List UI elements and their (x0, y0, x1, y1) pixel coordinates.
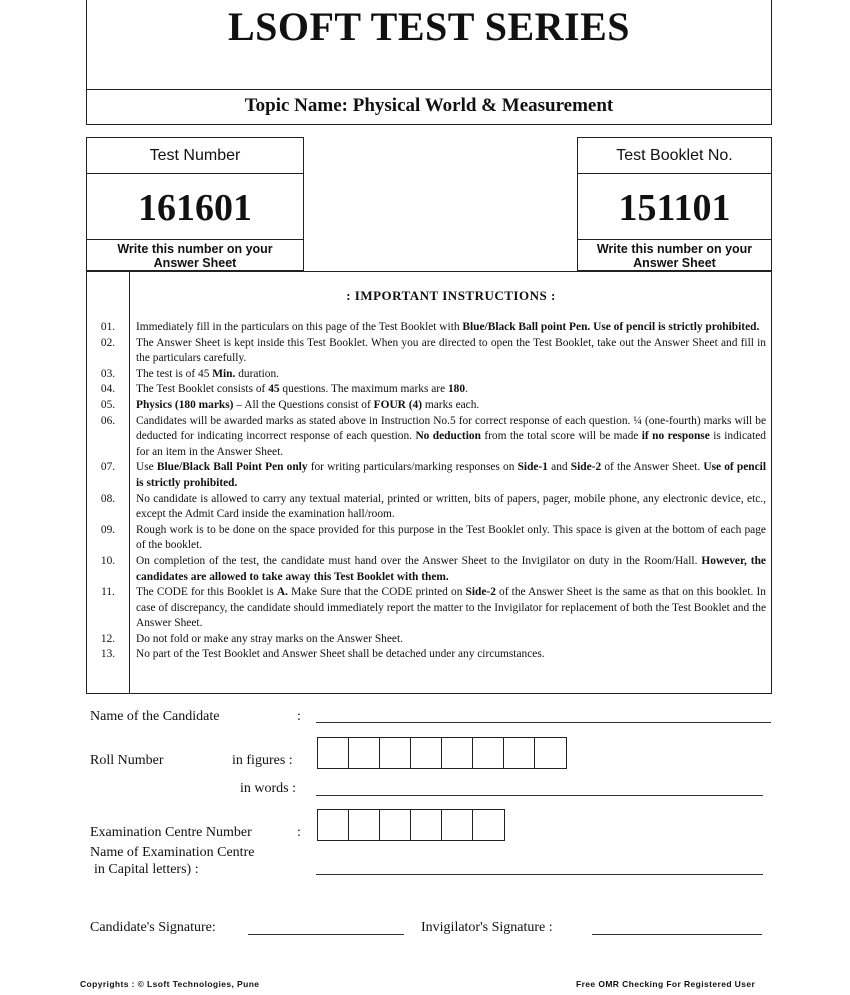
test-number-note (87, 240, 303, 272)
instruction-number: 04. (100, 383, 116, 396)
page-title: LSOFT TEST SERIES (227, 4, 631, 49)
instruction-bold-text: FOUR (4) (373, 398, 423, 411)
instruction-bold-text: Blue/Black Ball Point Pen only (156, 461, 308, 474)
instruction-number: 11. (101, 586, 115, 599)
instruction-text-run: duration. (235, 367, 280, 380)
instruction-bold-text: Min. (212, 367, 236, 380)
instruction-item (87, 523, 773, 554)
instruction-text (129, 382, 766, 398)
instruction-bold-text: Physics (180 marks) (136, 398, 234, 411)
instruction-item (87, 554, 773, 585)
invigilator-signature-field[interactable] (592, 934, 762, 935)
test-number-value: 161601 (87, 174, 303, 240)
note-line-1: Write this number on your (117, 242, 273, 256)
instruction-text (129, 554, 766, 585)
instructions-box (86, 271, 772, 694)
booklet-number-label: Test Booklet No. (578, 138, 771, 174)
note-line-2: Answer Sheet (633, 256, 716, 270)
instruction-text-run: The Answer Sheet is kept inside this Test Booklet. When you are directed to open the Test Booklet, take out the Answer Sheet and fill in the particulars carefully. (136, 336, 766, 365)
note-line-1: Write this number on your (596, 242, 753, 256)
instruction-text-run: On completion of the test, the candidate must hand over the Answer Sheet to the Invigilator on duty in the Room/Hall. (136, 554, 702, 567)
instructions-heading: : IMPORTANT INSTRUCTIONS : (346, 288, 556, 303)
instruction-number: 09. (100, 523, 116, 536)
booklet-number-value: 151101 (578, 174, 771, 240)
instruction-bold-text: A. (276, 586, 288, 599)
topic-box (86, 89, 772, 125)
candidate-name-label: Name of the Candidate (90, 709, 220, 724)
invigilator-signature-label: Invigilator's Signature : (421, 920, 553, 935)
topic-name: Topic Name: Physical World & Measurement (244, 95, 614, 116)
instructions-list (87, 320, 773, 663)
test-number-box (86, 137, 304, 271)
exam-centre-name-line-1: Name of Examination Centre (90, 845, 255, 860)
roll-digit-box[interactable] (473, 738, 504, 768)
instruction-text (129, 336, 766, 367)
instruction-text-run: Candidates will be awarded marks as stated above in Instruction No.5 for correct response of each question. ¼ (one-fourth) marks will be deducted for indicating incorrect response of each question. (136, 414, 766, 443)
instruction-number: 06. (100, 414, 116, 427)
in-figures-label: in figures : (232, 753, 293, 768)
instruction-number: 02. (100, 336, 116, 349)
instruction-number: 08. (100, 492, 116, 505)
instruction-item (87, 647, 773, 663)
in-words-label: in words : (240, 781, 296, 796)
centre-digit-box[interactable] (442, 810, 473, 840)
instruction-text-run: The CODE for this Booklet is (136, 586, 277, 599)
instruction-text (129, 320, 766, 336)
instruction-text-run: . (465, 383, 468, 396)
instruction-number: 05. (100, 398, 116, 411)
test-number-label: Test Number (87, 138, 303, 174)
centre-digit-box[interactable] (380, 810, 411, 840)
instruction-item (87, 492, 773, 523)
colon: : (297, 825, 301, 840)
instruction-item (87, 382, 773, 398)
instruction-text-run: and (547, 461, 571, 474)
instruction-number: 12. (100, 632, 116, 645)
instruction-text (129, 398, 766, 414)
candidate-name-field[interactable] (316, 722, 771, 723)
note-line-2: Answer Sheet (153, 256, 237, 270)
instruction-bold-text: 180 (447, 383, 466, 396)
instruction-text-run: Make Sure that the CODE printed on (288, 586, 466, 599)
instruction-text-run: Do not fold or make any stray marks on the Answer Sheet. (136, 632, 403, 645)
instruction-text-run: is indicated for an item in the Answer Sheet. (136, 430, 766, 458)
instruction-text (129, 647, 766, 663)
instruction-bold-text: if no response (641, 430, 710, 443)
omr-note: Free OMR Checking For Registered User (576, 979, 756, 989)
instruction-number: 01. (100, 321, 116, 333)
exam-centre-number-boxes[interactable] (317, 809, 505, 841)
instruction-bold-text: Side-2 (570, 461, 602, 474)
instruction-bold-text: Side-2 (465, 586, 496, 599)
roll-digit-box[interactable] (442, 738, 473, 768)
booklet-number-box (577, 137, 772, 271)
instruction-text (129, 492, 766, 523)
colon: : (297, 709, 301, 724)
instruction-text (129, 460, 766, 491)
instruction-text (129, 585, 766, 632)
instruction-number: 07. (100, 461, 116, 474)
instruction-item (87, 460, 773, 491)
roll-digit-box[interactable] (504, 738, 535, 768)
candidate-signature-field[interactable] (248, 934, 404, 935)
roll-digit-box[interactable] (535, 738, 566, 768)
instruction-text (129, 523, 766, 554)
instruction-text-run: The Test Booklet consists of (136, 383, 269, 396)
copyright-note: Copyrights : © Lsoft Technologies, Pune (80, 979, 260, 989)
instruction-text-run: from the total score will be made (480, 430, 642, 443)
instruction-item (87, 336, 773, 367)
instruction-text-run: marks each. (422, 398, 480, 411)
instruction-item (87, 367, 773, 383)
instruction-bold-text: However, the candidates are allowed to take away this Test Booklet with them. (136, 554, 766, 583)
roll-digit-box[interactable] (318, 738, 349, 768)
roll-digit-box[interactable] (380, 738, 411, 768)
instruction-number: 03. (100, 367, 116, 380)
instruction-item (87, 632, 773, 648)
roll-number-label: Roll Number (90, 753, 164, 768)
instruction-bold-text: Side-1 (517, 461, 548, 474)
centre-digit-box[interactable] (473, 810, 504, 840)
exam-centre-number-label: Examination Centre Number (90, 825, 252, 840)
instruction-item (87, 398, 773, 414)
instruction-item (87, 320, 773, 336)
roll-number-words-field[interactable] (316, 795, 763, 796)
instruction-bold-text: No deduction (415, 430, 481, 443)
centre-digit-box[interactable] (349, 810, 380, 840)
exam-centre-name-field[interactable] (316, 874, 763, 875)
instruction-item (87, 414, 773, 461)
instruction-number: 10. (100, 554, 116, 567)
candidate-signature-label: Candidate's Signature: (90, 920, 216, 935)
booklet-number-note (578, 240, 771, 272)
instruction-bold-text: Blue/Black Ball point Pen. Use of pencil is strictly prohibited. (462, 321, 760, 333)
instruction-text (129, 632, 766, 648)
exam-centre-name-label (90, 844, 254, 878)
instruction-text (129, 367, 766, 383)
centre-digit-box[interactable] (318, 810, 349, 840)
instruction-text-run: No candidate is allowed to carry any textual material, printed or written, bits of papers, pager, mobile phone, any electronic device, etc., except the Admit Card inside the examination hall/room. (136, 492, 766, 521)
instruction-text-run: Immediately fill in the particulars on this page of the Test Booklet with (136, 321, 463, 333)
instruction-text-run: The test is of 45 (136, 367, 213, 380)
instruction-text-run: of the Answer Sheet. (601, 461, 704, 474)
instruction-text-run: questions. The maximum marks are (279, 383, 448, 396)
instruction-item (87, 585, 773, 632)
instruction-bold-text: Use of pencil is strictly prohibited. (136, 461, 766, 489)
instruction-text-run: Rough work is to be done on the space provided for this purpose in the Test Booklet only. This space is given at the bottom of each page of the booklet. (136, 523, 766, 552)
roll-number-boxes[interactable] (317, 737, 567, 769)
title-box (86, 0, 772, 90)
instruction-text-run: Use (136, 461, 157, 474)
instruction-text-run: of the Answer Sheet is the same as that on this booklet. In case of discrepancy, the candidate should immediately report the matter to the Invigilator for replacement of both the Test Booklet and the Answer Sheet. (136, 586, 766, 630)
centre-digit-box[interactable] (411, 810, 442, 840)
instruction-text-run: for writing particulars/marking responses on (307, 461, 518, 474)
instruction-text-run: No part of the Test Booklet and Answer Sheet shall be detached under any circumstances. (136, 648, 545, 661)
roll-digit-box[interactable] (349, 738, 380, 768)
instruction-number: 13. (100, 648, 116, 661)
exam-centre-name-line-2: in Capital letters) : (94, 862, 199, 877)
roll-digit-box[interactable] (411, 738, 442, 768)
instruction-text-run: – All the Questions consist of (233, 398, 374, 411)
instruction-bold-text: 45 (268, 383, 280, 396)
instruction-text (129, 414, 766, 461)
